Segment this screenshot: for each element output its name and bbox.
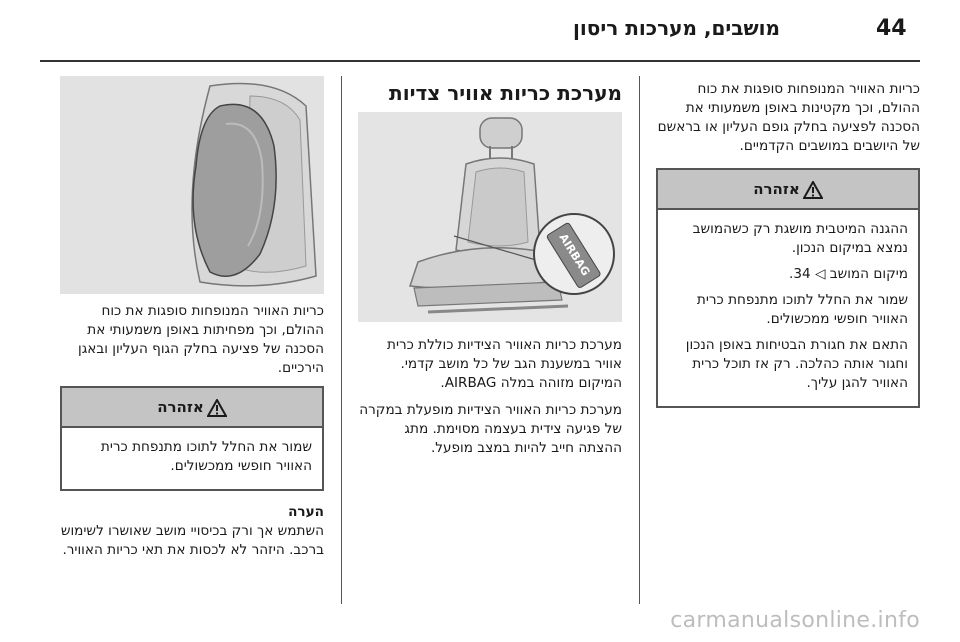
right-warning-paragraph: התאם את חגורת הבטיחות באופן הנכון וחגור אותה כהלכה. רק אז תוכל כרית האוויר להגן עליך. — [685, 337, 908, 391]
inflated-side-airbag-icon — [60, 76, 324, 294]
left-warning-title: אזהרה — [157, 398, 204, 416]
page-title: מושבים, מערכות ריסון — [573, 16, 780, 40]
left-warning-paragraph: שמור את החלל לתוכו מתנפחת כרית האוויר חופשי ממכשולים. — [100, 439, 312, 474]
left-warning-body — [62, 428, 322, 489]
right-warning-paragraph: ההגנה המיטבית מושגת רק כשהמושב נמצא במיקום הנכון. — [692, 221, 908, 256]
seat-inflated-airbag-illustration — [60, 76, 324, 294]
left-warning-header — [62, 388, 322, 428]
section-heading: מערכת כריות אוויר צדיות — [389, 81, 622, 105]
warning-triangle-icon — [803, 181, 823, 199]
right-intro-paragraph: כריות האוויר המנופחות סופגות את כוח ההולם, וכך מקטינות באופן משמעותי את הסכנה לפציעה בחלק גופם העליון או בראשם של היושבים במושבים הקדמיים. — [657, 81, 920, 154]
header-divider — [40, 60, 920, 62]
note-title: הערה — [288, 504, 324, 520]
seat-airbag-illustration — [358, 112, 622, 322]
left-column — [60, 302, 324, 568]
warning-triangle-icon — [207, 399, 227, 417]
seat-side-airbag-icon — [358, 112, 622, 322]
right-warning-title: אזהרה — [753, 180, 800, 198]
right-column — [656, 80, 920, 408]
left-warning-box — [60, 386, 324, 491]
right-warning-paragraph: מיקום המושב ◁ 34. — [788, 266, 908, 282]
right-warning-paragraph: שמור את החלל לתוכו מתנפחת כרית האוויר חופשי ממכשולים. — [696, 292, 908, 327]
left-intro-paragraph: כריות האוויר המנופחות סופגות את כוח ההולם, וכך מפחיתות באופן משמעותי את הסכנה של פציעה בחלק הגוף העליון ובאגן הירכיים. — [78, 303, 324, 376]
column-divider-right — [639, 76, 640, 604]
note-block — [60, 503, 324, 560]
airbag-label: AIRBAG — [556, 231, 593, 279]
middle-paragraph: מערכת כריות האוויר הצידיות כוללת כרית אוויר במשענת הגב של כל מושב קדמי. המיקום מזוהה במלה AIRBAG. — [387, 337, 622, 391]
middle-column-text — [358, 336, 622, 466]
right-warning-body — [658, 210, 918, 406]
right-warning-box — [656, 168, 920, 408]
page-number: 44 — [876, 16, 907, 41]
right-warning-header — [658, 170, 918, 210]
watermark: carmanualsonline.info — [670, 608, 920, 633]
middle-column — [358, 80, 622, 106]
column-divider-left — [341, 76, 342, 604]
note-text: השתמש אך ורק בכיסויי מושב שאושרו לשימוש ברכב. היזהר לא לכסות את תאי כריות האוויר. — [60, 523, 324, 558]
middle-paragraph: מערכת כריות האוויר הצידיות מופעלת במקרה של פגיעה צידית בעצמה מסוימת. מתג ההצתה חייב להיות במצב מופעל. — [359, 402, 622, 456]
